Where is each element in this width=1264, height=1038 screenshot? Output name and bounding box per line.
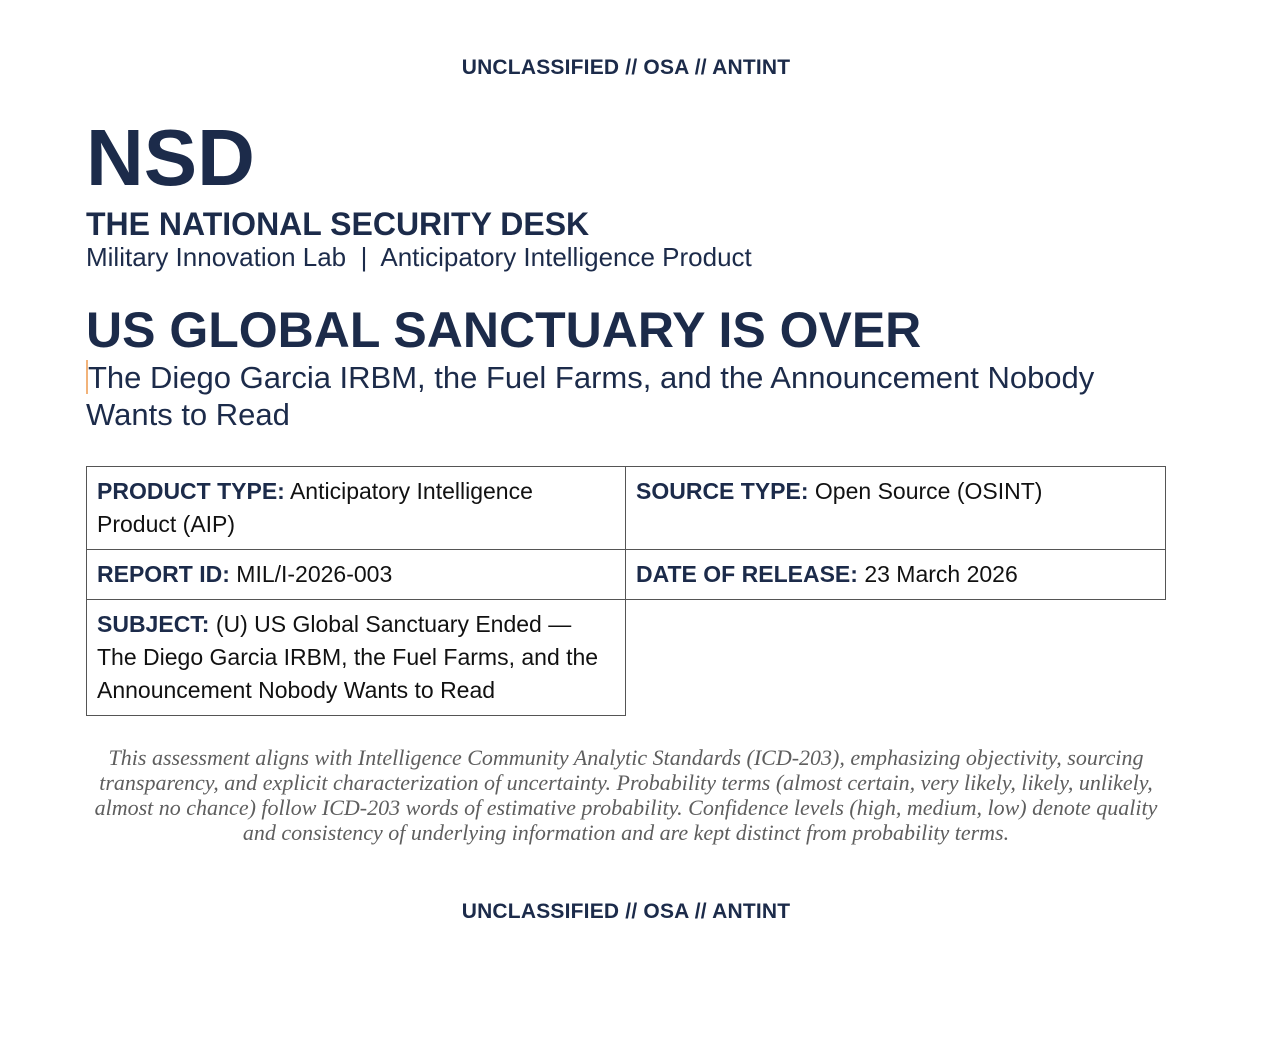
nsd-logo: NSD — [86, 113, 255, 202]
report-id-cell — [87, 550, 626, 600]
empty-cell — [626, 600, 1166, 716]
icd-203-disclaimer: This assessment aligns with Intelligence Community Analytic Standards (ICD-203), emphasizing objectivity, sourcing transparency, and explicit characterization of uncertainty. Probability terms (almost certain, very likely, likely, unlikely, almost no chance) follow ICD-203 words of estimative probability. Confidence levels (high, medium, low) denote quality and consistency of underlying information and are kept distinct from probability terms. — [94, 745, 1158, 845]
publication-name: THE NATIONAL SECURITY DESK — [86, 206, 590, 242]
source-type-value: Open Source (OSINT) — [814, 478, 1043, 504]
report-metadata-table — [86, 466, 1166, 716]
product-type-cell — [87, 467, 626, 550]
table-row — [87, 467, 1166, 550]
date-of-release-label: DATE OF RELEASE: — [636, 561, 858, 587]
report-id-label: REPORT ID: — [97, 561, 230, 587]
source-type-cell — [626, 467, 1166, 550]
product-type-value: Anticipatory Intelligence Product (AIP) — [97, 478, 533, 537]
subject-label: SUBJECT: — [97, 611, 210, 637]
publication-subtitle: Military Innovation Lab | Anticipatory Intelligence Product — [86, 242, 752, 272]
article-subheadline[interactable] — [86, 359, 1186, 433]
subject-value: (U) US Global Sanctuary Ended — The Diego Garcia IRBM, the Fuel Farms, and the Announcement Nobody Wants to Read — [97, 611, 599, 703]
table-row — [87, 600, 1166, 716]
product-type-label: PRODUCT TYPE: — [97, 478, 285, 504]
date-of-release-cell — [626, 550, 1166, 600]
masthead — [86, 112, 1186, 272]
report-id-value: MIL/I-2026-003 — [236, 561, 393, 587]
subheadline-text: The Diego Garcia IRBM, the Fuel Farms, and the Announcement Nobody Wants to Read — [86, 360, 1095, 432]
source-type-label: SOURCE TYPE: — [636, 478, 809, 504]
article-headline[interactable]: US GLOBAL SANCTUARY IS OVER — [86, 302, 922, 358]
table-row — [87, 550, 1166, 600]
classification-banner-top: UNCLASSIFIED // OSA // ANTINT — [461, 56, 791, 79]
subject-cell — [87, 600, 626, 716]
classification-banner-bottom: UNCLASSIFIED // OSA // ANTINT — [461, 900, 791, 923]
date-of-release-value: 23 March 2026 — [864, 561, 1018, 587]
